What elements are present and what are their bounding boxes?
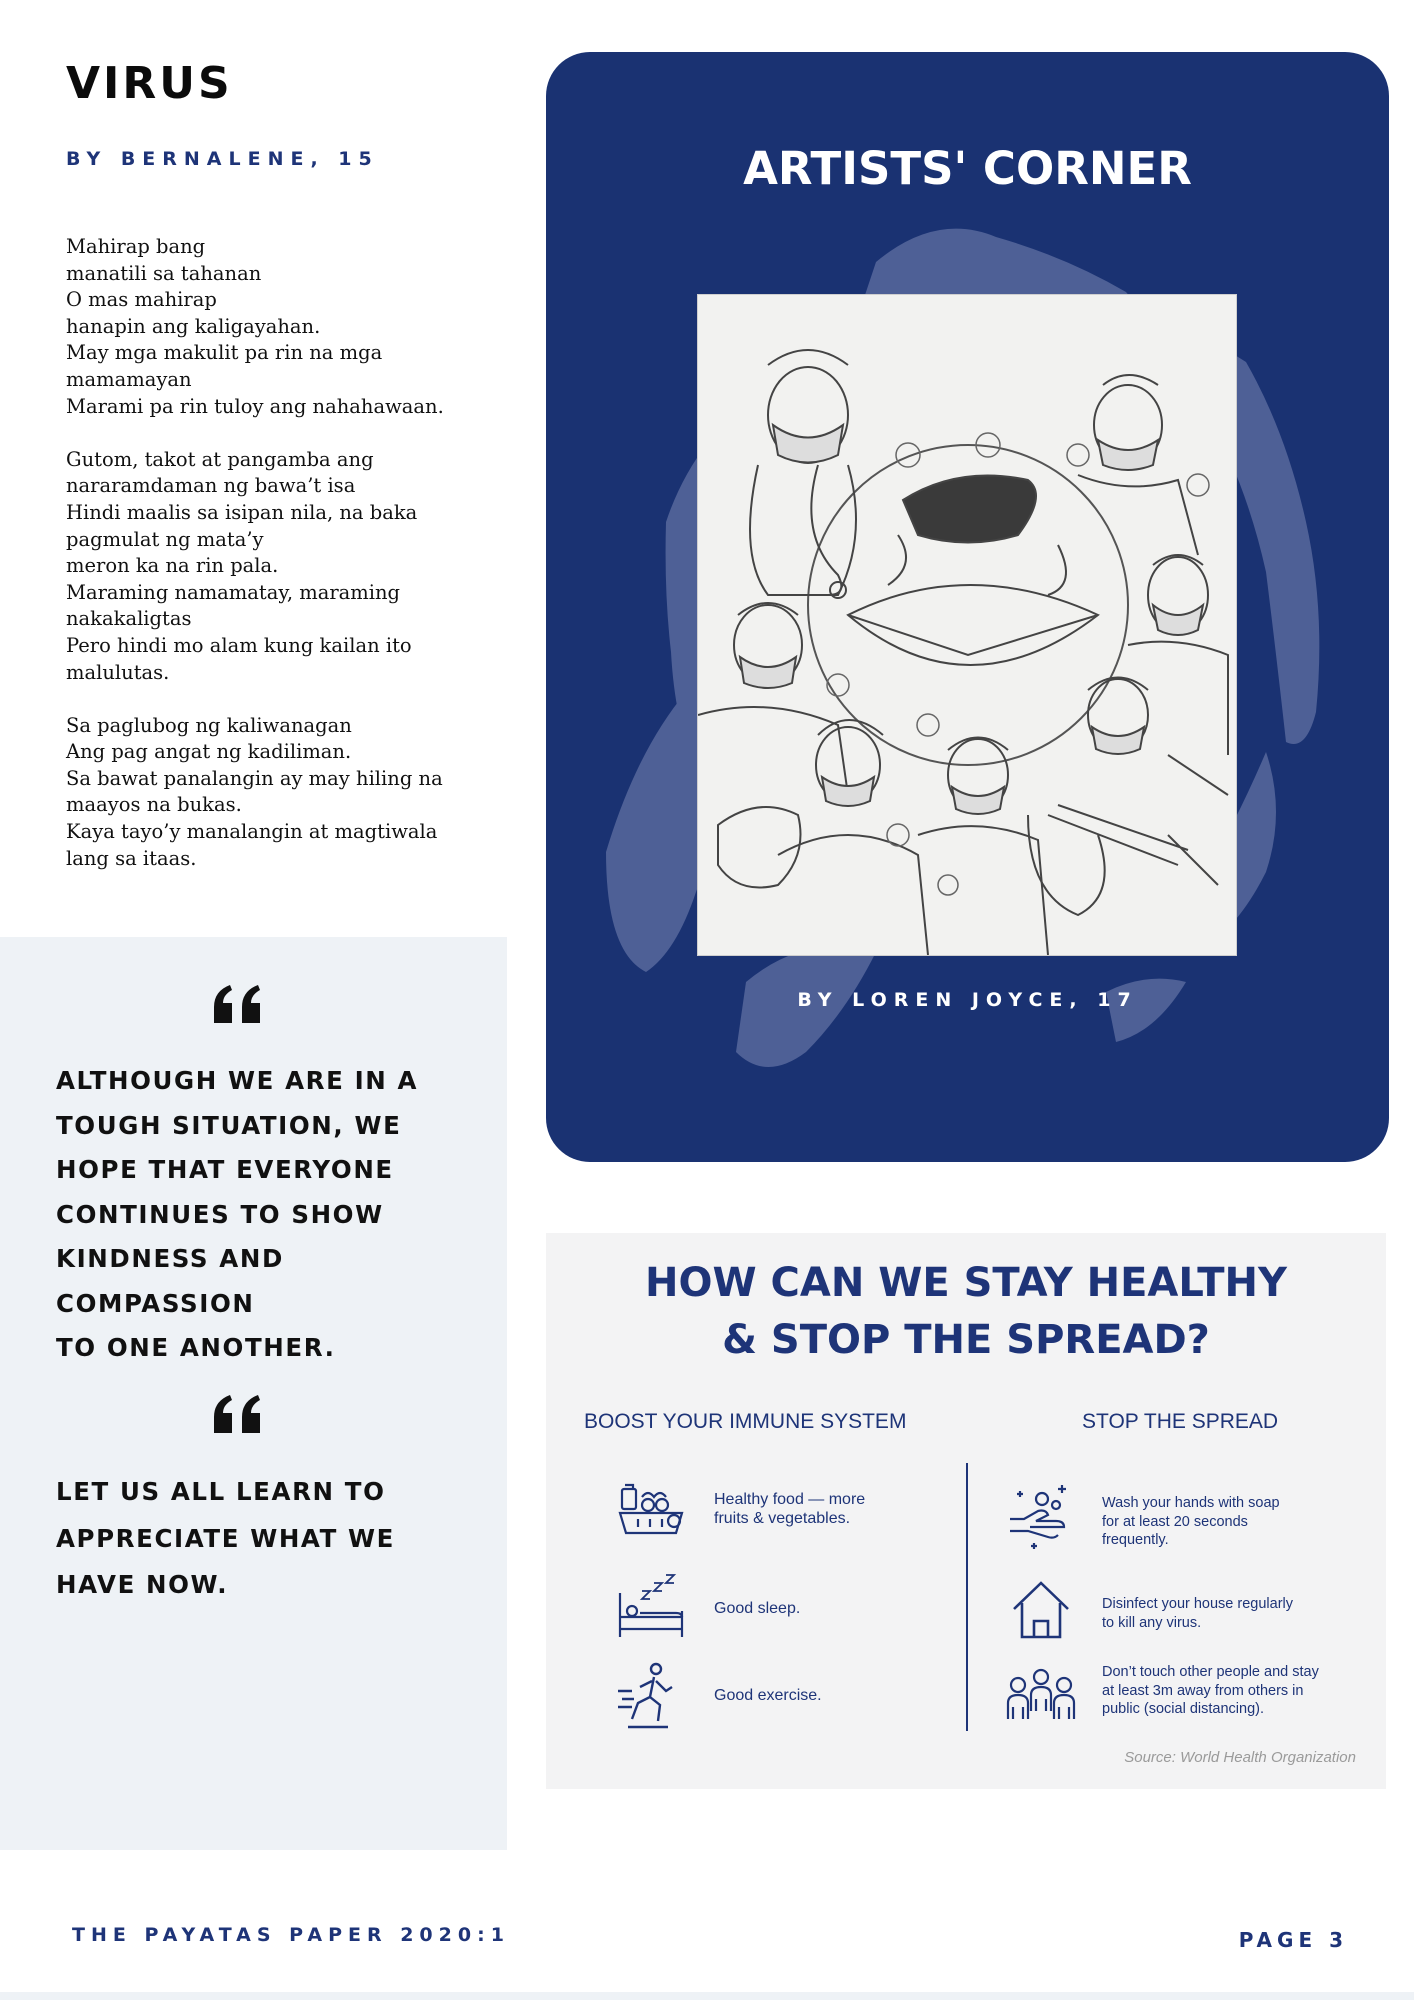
artists-corner-card bbox=[546, 52, 1389, 1162]
quote-line: ALTHOUGH WE ARE IN A bbox=[56, 1066, 419, 1095]
health-infographic bbox=[546, 1233, 1386, 1789]
sleep-icon bbox=[614, 1573, 688, 1647]
artists-byline: BY LOREN JOYCE, 17 bbox=[797, 989, 1138, 1011]
groceries-icon bbox=[614, 1475, 688, 1549]
poem-byline: BY BERNALENE, 15 bbox=[66, 148, 379, 170]
poem-line: mamamayan bbox=[66, 367, 192, 391]
handwash-icon bbox=[1004, 1479, 1078, 1553]
poem-line: malulutas. bbox=[66, 660, 170, 684]
poem-line: meron ka na rin pala. bbox=[66, 554, 279, 578]
house-icon bbox=[1004, 1573, 1078, 1647]
poem-line: Pero hindi mo alam kung kailan ito bbox=[66, 633, 412, 657]
poem-stanza-1 bbox=[66, 234, 496, 420]
poem-title: VIRUS bbox=[66, 58, 233, 109]
poem-line: Maraming namamatay, maraming bbox=[66, 580, 401, 604]
page-number: PAGE 3 bbox=[1238, 1928, 1348, 1952]
poem-line: Sa paglubog ng kaliwanagan bbox=[66, 713, 352, 737]
good-sleep-text: Good sleep. bbox=[714, 1600, 801, 1617]
poem-line: lang sa itaas. bbox=[66, 846, 197, 870]
social-distancing-text bbox=[1102, 1663, 1358, 1719]
quote-line: LET US ALL LEARN TO bbox=[56, 1477, 386, 1506]
publication-name: THE PAYATAS PAPER 2020:1 bbox=[72, 1924, 510, 1946]
infographic-title-line: & STOP THE SPREAD? bbox=[722, 1317, 1210, 1363]
exercise-icon bbox=[614, 1661, 688, 1735]
poem-stanza-3 bbox=[66, 713, 496, 873]
quote-line: TOUGH SITUATION, WE bbox=[56, 1110, 402, 1140]
item-line: for at least 20 seconds bbox=[1102, 1513, 1248, 1530]
quote-mark-icon bbox=[210, 1395, 264, 1433]
poem-line: Marami pa rin tuloy ang nahahawaan. bbox=[66, 394, 444, 418]
people-distance-icon bbox=[1004, 1661, 1078, 1735]
poem-line: nakakaligtas bbox=[66, 607, 192, 631]
item-line: fruits & vegetables. bbox=[714, 1510, 851, 1527]
infographic-title bbox=[546, 1255, 1386, 1369]
poem-body bbox=[66, 234, 496, 899]
item-line: public (social distancing). bbox=[1102, 1701, 1264, 1717]
immune-system-heading: BOOST YOUR IMMUNE SYSTEM bbox=[584, 1410, 907, 1433]
stop-spread-heading: STOP THE SPREAD bbox=[1082, 1410, 1279, 1433]
healthy-food-text bbox=[714, 1490, 934, 1528]
poem-line: Mahirap bang bbox=[66, 235, 206, 258]
infographic-title-line: HOW CAN WE STAY HEALTHY bbox=[645, 1260, 1287, 1306]
quote-mark-icon bbox=[210, 985, 264, 1023]
poem-line: O mas mahirap bbox=[66, 288, 217, 312]
artists-corner-title: ARTISTS' CORNER bbox=[743, 142, 1192, 195]
poem-line: manatili sa tahanan bbox=[66, 261, 262, 285]
poem-line: May mga makulit pa rin na mga bbox=[66, 341, 383, 365]
item-line: frequently. bbox=[1102, 1532, 1169, 1548]
quote-1 bbox=[56, 1059, 486, 1371]
poem-line: Sa bawat panalangin ay may hiling na bbox=[66, 766, 443, 790]
handwash-text bbox=[1102, 1494, 1358, 1550]
quote-line: APPRECIATE WHAT WE bbox=[56, 1523, 395, 1553]
bottom-rule bbox=[0, 1992, 1414, 2000]
quote-line: HAVE NOW. bbox=[56, 1570, 229, 1599]
artwork-sketch bbox=[698, 295, 1236, 955]
good-exercise-text: Good exercise. bbox=[714, 1687, 822, 1704]
item-line: Don’t touch other people and stay bbox=[1102, 1664, 1319, 1680]
item-line: Wash your hands with soap bbox=[1102, 1495, 1280, 1511]
quote-panel bbox=[0, 937, 507, 1850]
poem-line: pagmulat ng mata’y bbox=[66, 527, 264, 551]
poem-line: Gutom, takot at pangamba ang bbox=[66, 447, 374, 471]
disinfect-text bbox=[1102, 1595, 1342, 1632]
poem-stanza-2 bbox=[66, 447, 496, 686]
poem-line: hanapin ang kaligayahan. bbox=[66, 314, 321, 338]
poem-line: maayos na bukas. bbox=[66, 793, 242, 817]
item-line: at least 3m away from others in bbox=[1102, 1682, 1304, 1699]
poem-line: Hindi maalis sa isipan nila, na baka bbox=[66, 500, 418, 524]
poem-line: Ang pag angat ng kadiliman. bbox=[66, 740, 352, 764]
quote-line: KINDNESS AND COMPASSION bbox=[56, 1244, 284, 1318]
poem-line: nararamdaman ng bawa’t isa bbox=[66, 474, 356, 498]
quote-line: TO ONE ANOTHER. bbox=[56, 1333, 336, 1362]
item-line: Healthy food — more bbox=[714, 1491, 866, 1508]
quote-line: HOPE THAT EVERYONE bbox=[56, 1155, 394, 1184]
source-note: Source: World Health Organization bbox=[1124, 1749, 1356, 1766]
quote-2 bbox=[56, 1469, 486, 1609]
item-line: to kill any virus. bbox=[1102, 1614, 1202, 1631]
artwork-drawing bbox=[697, 294, 1237, 956]
quote-line: CONTINUES TO SHOW bbox=[56, 1199, 384, 1229]
column-divider bbox=[966, 1463, 968, 1731]
poem-line: Kaya tayo’y manalangin at magtiwala bbox=[66, 820, 438, 844]
item-line: Disinfect your house regularly bbox=[1102, 1596, 1294, 1612]
